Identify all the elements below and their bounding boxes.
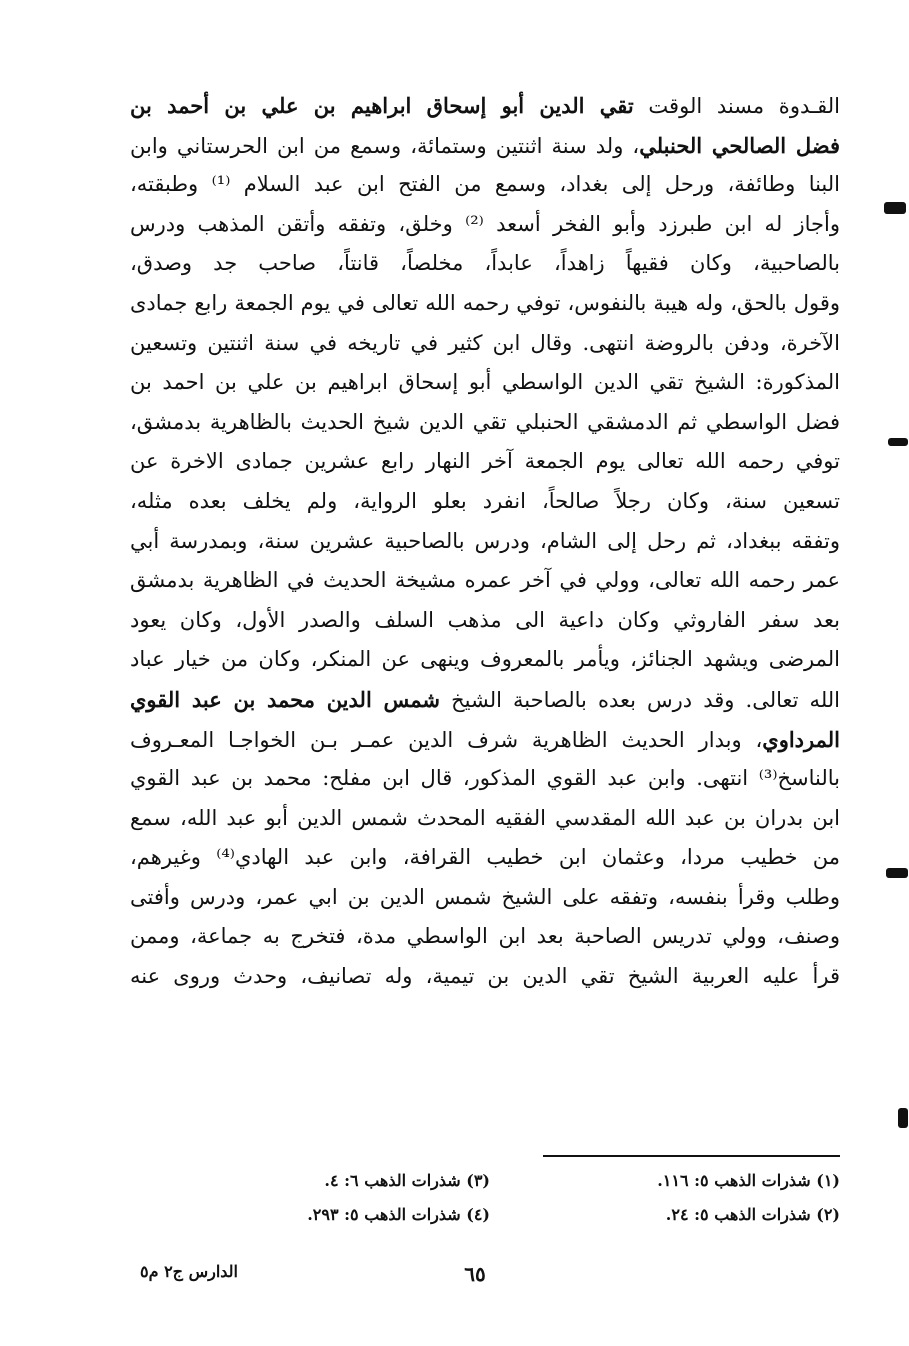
text-line (130, 917, 840, 957)
footnote-4: (٤) شذرات الذهب ٥: ٢٩٣. (307, 1205, 490, 1224)
text-line (130, 601, 840, 641)
text-line (130, 244, 840, 284)
text-line (130, 759, 840, 799)
text-segment: عمر رحمه الله تعالى، وولي في آخر عمره مشيخة الحديث في الظاهرية بدمشق (130, 568, 840, 593)
margin-ink-mark (898, 1108, 908, 1128)
text-line (130, 957, 840, 997)
text-line (130, 86, 840, 126)
footnote-3: (٣) شذرات الذهب ٦: ٤. (324, 1171, 490, 1190)
text-segment: من خطيب مردا، وعثمان ابن خطيب القرافة، وابن عبد الهادي⁽⁴⁾ وغيرهم، (130, 845, 840, 870)
text-line (130, 680, 840, 720)
margin-ink-mark (884, 202, 906, 214)
bold-name: المرداوي (762, 726, 840, 752)
text-segment: وطلب وقرأ بنفسه، وتفقه على الشيخ شمس الدين بن ابي عمر، ودرس وأفتى (130, 884, 840, 909)
text-segment: وقول بالحق، وله هيبة بالنفوس، توفي رحمه الله تعالى في يوم الجمعة رابع جمادى (130, 290, 840, 315)
text-segment: بالناسخ⁽³⁾ انتهى. وابن عبد القوي المذكور، قال ابن مفلح: محمد بن عبد القوي (130, 766, 840, 791)
signature-mark: الدارس ج٢ م٥ (140, 1262, 238, 1281)
text-segment: وتفقه ببغداد، ثم رحل إلى الشام، ودرس بالصاحبية عشرين سنة، وبمدرسة أبي (130, 528, 840, 553)
text-segment: ، ولد سنة اثنتين وستمائة، وسمع من ابن الحرستاني وابن (130, 133, 640, 158)
text-segment: بعد سفر الفاروثي وكان داعية الى مذهب السلف والصدر الأول، وكان يعود (130, 607, 840, 632)
page-number: ٦٥ (464, 1262, 486, 1286)
text-line (130, 363, 840, 403)
text-line (130, 482, 840, 522)
margin-ink-mark (886, 868, 908, 878)
text-line (130, 442, 840, 482)
text-line (130, 878, 840, 918)
text-line (130, 165, 840, 205)
text-line (130, 561, 840, 601)
text-segment: البنا وطائفة، ورحل إلى بغداد، وسمع من الفتح ابن عبد السلام ⁽¹⁾ وطبقته، (130, 172, 840, 197)
text-line (130, 522, 840, 562)
text-line (130, 126, 840, 166)
text-segment: تسعين سنة، وكان رجلاً صالحاً، انفرد بعلو الرواية، ولم يخلف بعده مثله، (130, 488, 840, 513)
text-segment: الله تعالى. وقد درس بعده بالصاحبة الشيخ (440, 687, 840, 712)
margin-ink-mark (888, 438, 908, 446)
text-segment: توفي رحمه الله تعالى يوم الجمعة آخر النهار رابع عشرين جمادى الاخرة عن (130, 449, 840, 474)
text-line (130, 799, 840, 839)
text-segment: بالصاحبية، وكان فقيهاً زاهداً، عابداً، مخلصاً، قانتاً، صاحب جد وصدق، (130, 251, 840, 276)
text-segment: الآخرة، ودفن بالروضة انتهى. وقال ابن كثير في تاريخه في سنة اثنتين وتسعين (130, 330, 840, 355)
text-line (130, 640, 840, 680)
text-line (130, 284, 840, 324)
text-line (130, 838, 840, 878)
text-segment: وصنف، وولي تدريس الصاحبة بعد ابن الواسطي مدة، فتخرج به جماعة، وممن (130, 924, 840, 949)
text-segment: القـدوة مسند الوقت (633, 94, 840, 118)
bold-name: فضل الصالحي الحنبلي (639, 132, 840, 158)
footnote-1: (١) شذرات الذهب ٥: ١١٦. (657, 1171, 840, 1190)
text-segment: المذكورة: الشيخ تقي الدين الواسطي أبو إسحاق ابراهيم بن علي بن احمد بن (130, 370, 840, 395)
bold-name: شمس الدين محمد بن عبد القوي (130, 686, 441, 712)
footnote-2: (٢) شذرات الذهب ٥: ٢٤. (665, 1205, 840, 1224)
footnotes (150, 1164, 840, 1234)
main-text (130, 86, 840, 997)
text-line (130, 720, 840, 760)
text-line (130, 324, 840, 364)
text-segment: ابن بدران بن عبد الله المقدسي الفقيه المحدث شمس الدين أبو عبد الله، سمع (130, 805, 840, 830)
text-segment: قرأ عليه العربية الشيخ تقي الدين بن تيمية، وله تصانيف، وحدث وروى عنه (130, 964, 840, 989)
text-segment: فضل الواسطي ثم الدمشقي الحنبلي تقي الدين شيخ الحديث بالظاهرية بدمشق، (130, 409, 840, 434)
text-segment: ، وبدار الحديث الظاهرية شرف الدين عمـر بـن الخواجـا المعـروف (130, 727, 763, 752)
text-segment: المرضى ويشهد الجنائز، ويأمر بالمعروف وينهى عن المنكر، وكان من خيار عباد (130, 647, 840, 672)
text-line (130, 403, 840, 443)
text-line (130, 205, 840, 245)
footnote-separator (543, 1155, 840, 1157)
text-segment: وأجاز له ابن طبرزد وأبو الفخر أسعد ⁽²⁾ وخلق، وتفقه وأتقن المذهب ودرس (130, 211, 840, 236)
bold-name: تقي الدين أبو إسحاق ابراهيم بن علي بن أحمد بن (130, 93, 634, 118)
